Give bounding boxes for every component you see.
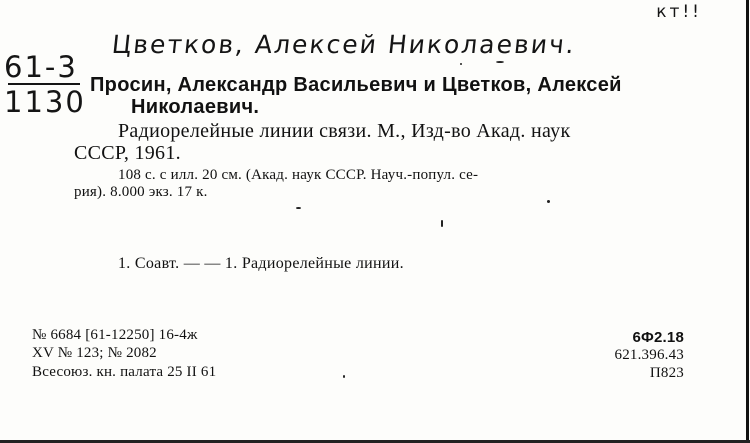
tracings-line: 1. Соавт. — — 1. Радиорелейные линии. [118, 255, 404, 272]
title-line-1: Радиорелейные линии связи. М., Изд-во Акад. наук [118, 120, 571, 142]
collation-line-2: рия). 8.000 экз. 17 к. [74, 184, 208, 200]
speck-mark [547, 200, 550, 203]
author-mark: П823 [649, 365, 684, 381]
footer-left-line-1: № 6684 [61-12250] 16-4ж [32, 327, 198, 343]
handwritten-author-line: Цветков, Алексей Николаевич. [110, 30, 578, 59]
shelf-mark-top: 61-3 [4, 50, 78, 84]
speck-mark [441, 220, 443, 227]
speck-mark [496, 61, 504, 63]
heading-line-2: Николаевич. [131, 96, 260, 118]
collation-line-1: 108 с. с илл. 20 см. (Акад. наук СССР. Науч.-попул. се- [118, 167, 479, 183]
classification-code: 6Ф2.18 [632, 329, 684, 346]
speck-mark [296, 207, 301, 209]
handwritten-corner-mark: кт!! [656, 2, 702, 22]
shelf-mark-bottom: 1130 [4, 85, 86, 119]
footer-left-line-2: XV № 123; № 2082 [32, 345, 157, 361]
title-line-2: СССР, 1961. [74, 142, 181, 164]
speck-mark [343, 375, 345, 378]
udc-code: 621.396.43 [614, 347, 684, 363]
footer-left-line-3: Всесоюз. кн. палата 25 II 61 [32, 364, 217, 380]
heading-line-1: Просин, Александр Васильевич и Цветков, Алексей [90, 74, 622, 96]
handwritten-shelf-mark [4, 52, 86, 117]
speck-mark [460, 63, 462, 65]
card-right-edge [746, 0, 749, 443]
